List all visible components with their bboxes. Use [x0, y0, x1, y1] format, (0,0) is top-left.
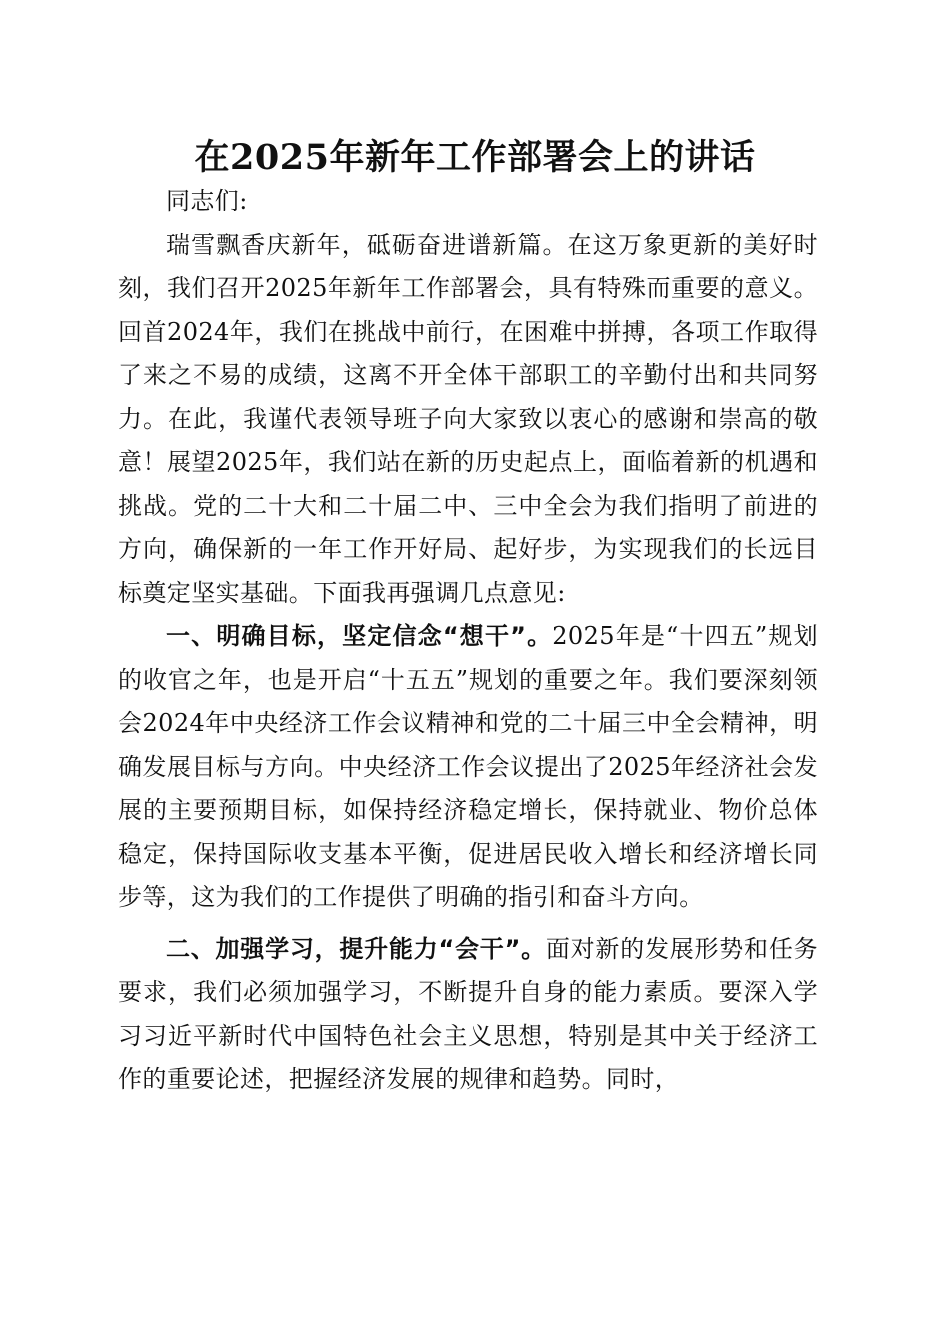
section-heading-2: 二、加强学习，提升能力“会干”。 — [166, 934, 546, 963]
paragraph-text: 面对新的发展形势和任务要求，我们必须加强学习，不断提升自身的能力素质。要深入学习习近平新时代中国特色社会主义思想，特别是其中关于经济工作的重要论述，把握经济发展的规律和趋势。同时， — [118, 934, 818, 1093]
section-heading-1: 一、明确目标，坚定信念“想干”。 — [166, 622, 553, 650]
paragraph-section-2 — [118, 928, 818, 1102]
paragraph-text: 2025年是“十四五”规划的收官之年，也是开启“十五五”规划的重要之年。我们要深刻领会2024年中央经济工作会议精神和党的二十届三中全会精神，明确发展目标与方向。中央经济工作会议提出了2025年经济社会发展的主要预期目标，如保持经济稳定增长，保持就业、物价总体稳定，保持国际收支基本平衡，促进居民收入增长和经济增长同步等，这为我们的工作提供了明确的指引和奋斗方向。 — [118, 622, 818, 911]
document-body — [118, 180, 818, 1102]
paragraph-section-1 — [118, 615, 818, 920]
salutation: 同志们: — [166, 187, 248, 215]
paragraph-text: 瑞雪飘香庆新年，砥砺奋进谱新篇。在这万象更新的美好时刻，我们召开2025年新年工作部署会，具有特殊而重要的意义。回首2024年，我们在挑战中前行，在困难中拼搏，各项工作取得了来之不易的成绩，这离不开全体干部职工的辛勤付出和共同努力。在此，我谨代表领导班子向大家致以衷心的感谢和崇高的敬意！展望2025年，我们站在新的历史起点上，面临着新的机遇和挑战。党的二十大和二十届二中、三中全会为我们指明了前进的方向，确保新的一年工作开好局、起好步，为实现我们的长远目标奠定坚实基础。下面我再强调几点意见: — [118, 230, 818, 607]
document-title: 在2025年新年工作部署会上的讲话 — [194, 137, 756, 178]
paragraph-intro — [118, 224, 818, 616]
